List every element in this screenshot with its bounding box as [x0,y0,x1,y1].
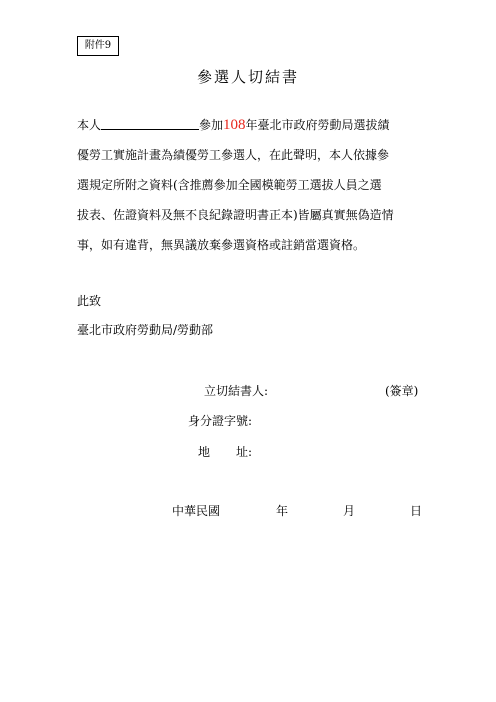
paragraph-line-4: 拔表、佐證資料及無不良紀錄證明書正本)皆屬真實無偽造情 [77,208,394,222]
paragraph-line-1-end: 年臺北市政府勞動局選拔績 [245,118,390,132]
signer-label: 立切結書人: [204,384,269,398]
id-number-label: 身分證字號: [188,414,253,428]
name-blank [101,117,199,130]
paragraph-line-1-start: 本人 [77,118,102,132]
date-era: 中華民國 [172,504,221,518]
address-label-part-2: 址: [236,445,253,459]
year-value: 108 [223,117,246,133]
address-label-part-1: 地 [198,445,211,459]
date-day-unit: 日 [410,504,423,518]
paragraph-line-5: 事，如有違背，無異議放棄參選資格或註銷當選資格。 [77,238,366,252]
declaration-paragraph [77,110,422,260]
address-label [198,443,252,460]
date-year-unit: 年 [276,504,289,518]
recipient: 臺北市政府勞動局/勞動部 [77,323,214,337]
document-title: 參選人切結書 [196,68,299,86]
paragraph-line-2: 優勞工實施計畫為績優勞工參選人，在此聲明，本人依據參 [77,148,390,162]
attachment-label: 附件9 [77,36,119,56]
paragraph-line-3: 選規定所附之資料(含推薦參加全國模範勞工選拔人員之選 [77,178,382,192]
stamp-label: (簽章) [385,384,419,398]
paragraph-line-1-join: 參加 [199,118,224,132]
date-month-unit: 月 [343,504,356,518]
paragraph-line-1 [77,110,422,140]
salutation: 此致 [77,294,102,308]
